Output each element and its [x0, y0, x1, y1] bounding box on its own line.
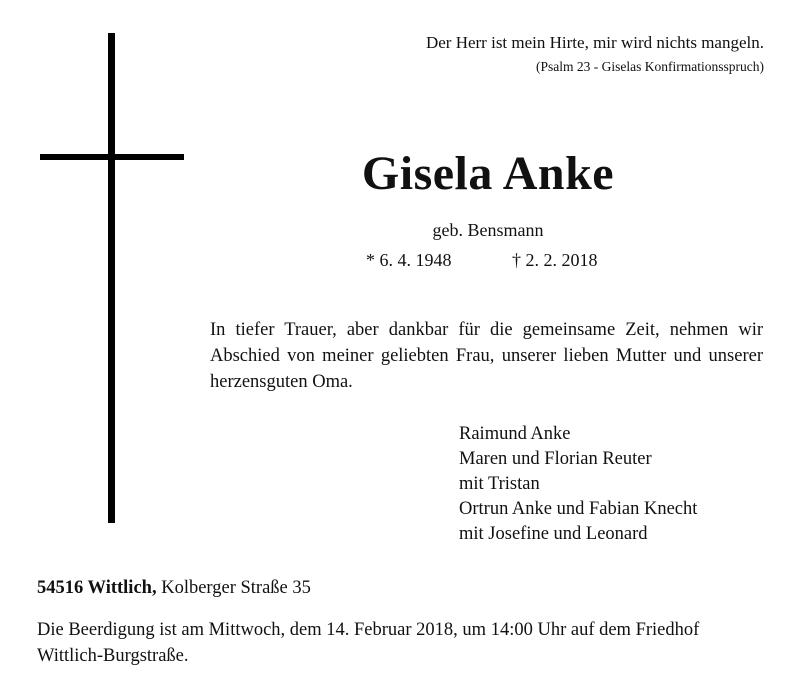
death-date: † 2. 2. 2018 [512, 250, 598, 270]
funeral-notice: Die Beerdigung ist am Mittwoch, dem 14. Februar 2018, um 14:00 Uhr auf dem Friedhof Wittlich-Burgstraße. [37, 620, 700, 666]
bible-verse: Der Herr ist mein Hirte, mir wird nichts mangeln. [425, 33, 764, 52]
verse-source: (Psalm 23 - Giselas Konfirmationsspruch) [536, 59, 764, 74]
mourner-name: Maren und Florian Reuter [459, 449, 652, 469]
address-city: 54516 Wittlich, [37, 578, 157, 598]
mourning-message: In tiefer Trauer, aber dankbar für die gemeinsame Zeit, nehmen wir Abschied von meiner geliebten Frau, unserer lieben Mutter und unserer herzensguten Oma. [210, 320, 763, 392]
mourner-name: Ortrun Anke und Fabian Knecht [459, 499, 698, 519]
mourner-name: Raimund Anke [459, 424, 571, 444]
mourner-name: mit Josefine und Leonard [459, 524, 648, 544]
deceased-name: Gisela Anke [361, 147, 615, 200]
address-street: Kolberger Straße 35 [161, 578, 311, 598]
birth-date: * 6. 4. 1948 [366, 250, 452, 270]
maiden-name: geb. Bensmann [432, 220, 544, 240]
cross-icon-vertical-bar [108, 33, 115, 523]
family-address [37, 578, 311, 599]
mourners-list [459, 422, 697, 547]
mourner-name: mit Tristan [459, 474, 540, 494]
